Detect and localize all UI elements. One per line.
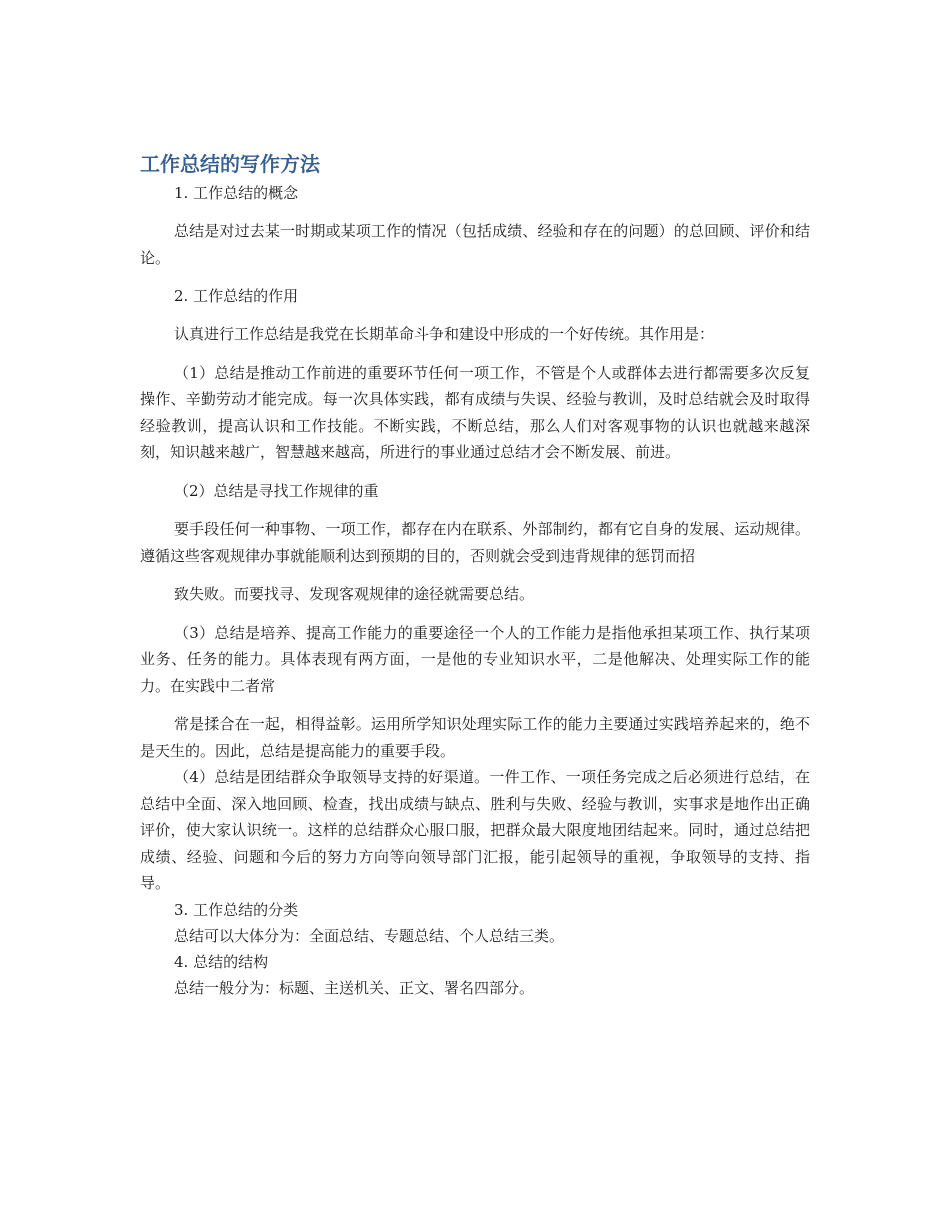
document-title: 工作总结的写作方法: [140, 152, 320, 176]
section-1-paragraph: 总结是对过去某一时期或某项工作的情况（包括成绩、经验和存在的问题）的总回顾、评价和结论。: [140, 222, 810, 267]
document-page: [140, 148, 810, 1002]
section-2-point-2-end-paragraph: 致失败。而要找寻、发现客观规律的途径就需要总结。: [174, 585, 535, 603]
section-2-intro-paragraph: 认真进行工作总结是我党在长期革命斗争和建设中形成的一个好传统。其作用是：: [174, 325, 715, 343]
section-2-heading: 2. 工作总结的作用: [174, 287, 299, 305]
section-1-heading: 1. 工作总结的概念: [174, 184, 299, 202]
section-4-paragraph: 总结一般分为：标题、主送机关、正文、署名四部分。: [174, 979, 535, 997]
section-2-point-3-paragraph: （3）总结是培养、提高工作能力的重要途径一个人的工作能力是指他承担某项工作、执行某项业务、任务的能力。具体表现有两方面，一是他的专业知识水平，二是他解决、处理实际工作的能力。在实践中二者常: [140, 623, 810, 695]
section-2-point-1-paragraph: （1）总结是推动工作前进的重要环节任何一项工作，不管是个人或群体去进行都需要多次反复操作、辛勤劳动才能完成。每一次具体实践，都有成绩与失误、经验与教训，及时总结就会及时取得经验教训，提高认识和工作技能。不断实践，不断总结，那么人们对客观事物的认识也就越来越深刻，知识越来越广，智慧越来越高，所进行的事业通过总结才会不断发展、前进。: [140, 363, 810, 461]
section-4-heading: 4. 总结的结构: [174, 953, 269, 971]
section-3-paragraph: 总结可以大体分为：全面总结、专题总结、个人总结三类。: [174, 926, 565, 945]
section-3-heading: 3. 工作总结的分类: [174, 900, 299, 919]
section-2-point-4-paragraph: （4）总结是团结群众争取领导支持的好渠道。一件工作、一项任务完成之后必须进行总结，在总结中全面、深入地回顾、检查，找出成绩与缺点、胜利与失败、经验与教训，实事求是地作出正确评价，使大家认识统一。这样的总结群众心服口服，把群众最大限度地团结起来。同时，通过总结把成绩、经验、问题和今后的努力方向等向领导部门汇报，能引起领导的重视，争取领导的支持、指导。: [140, 768, 810, 892]
section-2-point-2-paragraph: （2）总结是寻找工作规律的重: [174, 481, 379, 500]
section-2-point-3-continued-paragraph: 常是揉合在一起，相得益彰。运用所学知识处理实际工作的能力主要通过实践培养起来的，绝不是天生的。因此，总结是提高能力的重要手段。: [140, 715, 810, 760]
section-2-point-2-continued-paragraph: 要手段任何一种事物、一项工作，都存在内在联系、外部制约，都有它自身的发展、运动规律。遵循这些客观规律办事就能顺利达到预期的目的，否则就会受到违背规律的惩罚而招: [140, 520, 810, 565]
